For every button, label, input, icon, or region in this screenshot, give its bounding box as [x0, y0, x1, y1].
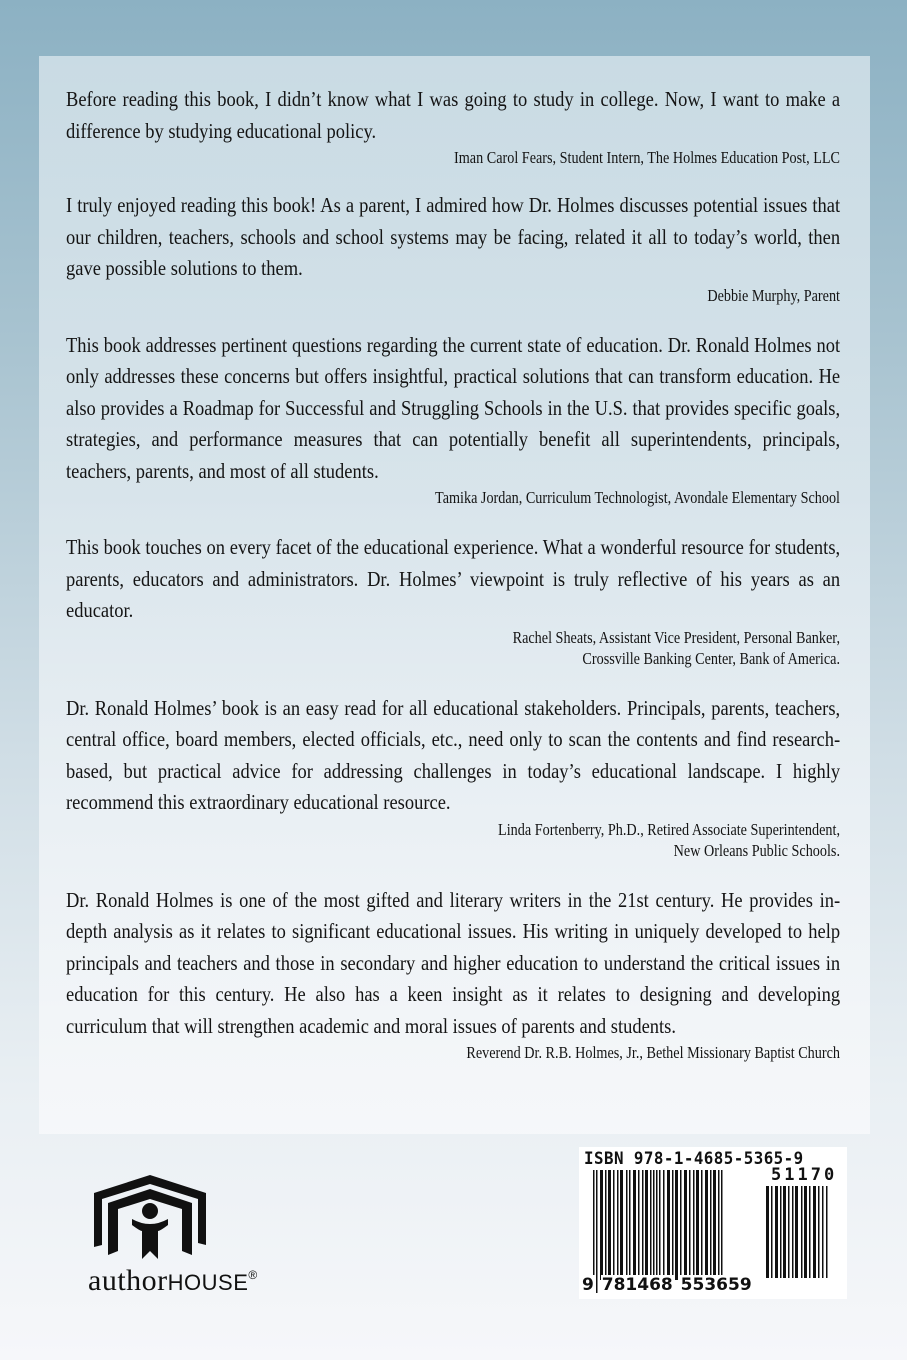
publisher-name-house: HOUSE — [167, 1270, 249, 1295]
testimonial-text: I truly enjoyed reading this book! As a parent, I admired how Dr. Holmes discusses potential issues that our children, teachers, schools and school systems may be facing, related it all to today’s world, then gave possible solutions to them. — [66, 193, 841, 280]
testimonial-attribution: Debbie Murphy, Parent — [707, 285, 840, 305]
barcode-digit-first: 9 — [582, 1275, 594, 1295]
testimonial-attribution: Tamika Jordan, Curriculum Technologist, Avondale Elementary School — [435, 488, 840, 507]
testimonial-attribution-line-2: Crossville Banking Center, Bank of America. — [582, 648, 840, 668]
isbn-label: ISBN 978-1-4685-5365-9 — [584, 1149, 804, 1169]
testimonial-text: This book touches on every facet of the educational experience. What a wonderful resource for students, parents, educators and administrators. Dr. Holmes’ viewpoint is truly reflective of his years as an educator. — [66, 535, 841, 622]
barcode-digits-left: 781468 — [601, 1275, 673, 1295]
barcode-digits — [581, 1275, 753, 1295]
publisher-name-author: author — [88, 1264, 168, 1297]
testimonial-6 — [66, 885, 840, 1064]
barcode-addon-number: 51170 — [771, 1165, 838, 1185]
barcode-digits-right: 553659 — [680, 1275, 752, 1295]
testimonial-3 — [66, 330, 840, 509]
testimonial-5 — [66, 693, 840, 861]
testimonial-attribution: Reverend Dr. R.B. Holmes, Jr., Bethel Missionary Baptist Church — [466, 1043, 840, 1062]
testimonial-attribution-line-1: Rachel Sheats, Assistant Vice President, Personal Banker, — [512, 627, 840, 647]
testimonial-text: This book addresses pertinent questions regarding the current state of education. Dr. Ronald Holmes not only addresses these concerns but offers insightful, practical solutions that can transform education. He also provides a Roadmap for Successful and Struggling Schools in the U.S. that provides specific goals, strategies, and performance measures that can potentially benefit all superintendents, principals, teachers, parents, and most of all students. — [66, 332, 841, 483]
authorhouse-book-house-icon — [94, 1175, 206, 1263]
isbn-barcode — [579, 1147, 847, 1299]
testimonial-text: Dr. Ronald Holmes’ book is an easy read for all educational stakeholders. Principals, parents, teachers, central office, board members, elected officials, etc., need only to scan the contents and find research-based, but practical advice for addressing challenges in today’s educational landscape. I highly recommend this extraordinary educational resource. — [66, 695, 841, 814]
testimonial-4 — [66, 532, 840, 669]
testimonial-2 — [66, 190, 840, 306]
testimonial-text: Before reading this book, I didn’t know what I was going to study in college. Now, I want to make a difference by studying educational policy. — [66, 87, 841, 143]
testimonial-attribution: Iman Carol Fears, Student Intern, The Holmes Education Post, LLC — [454, 148, 840, 167]
publisher-logo — [88, 1175, 258, 1305]
registered-mark: ® — [248, 1268, 258, 1282]
testimonials-panel — [39, 56, 870, 1134]
testimonial-attribution-line-1: Linda Fortenberry, Ph.D., Retired Associate Superintendent, — [498, 819, 840, 839]
testimonial-1 — [66, 84, 840, 168]
publisher-name — [88, 1264, 258, 1298]
testimonial-attribution-line-2: New Orleans Public Schools. — [673, 840, 840, 860]
testimonial-text: Dr. Ronald Holmes is one of the most gifted and literary writers in the 21st century. He provides in-depth analysis as it relates to significant educational issues. His writing in uniquely developed to help principals and teachers and those in secondary and higher education to understand the critical issues in education for this century. He also has a keen insight as it relates to designing and developing curriculum that will strengthen academic and moral issues of parents and students. — [66, 887, 841, 1038]
